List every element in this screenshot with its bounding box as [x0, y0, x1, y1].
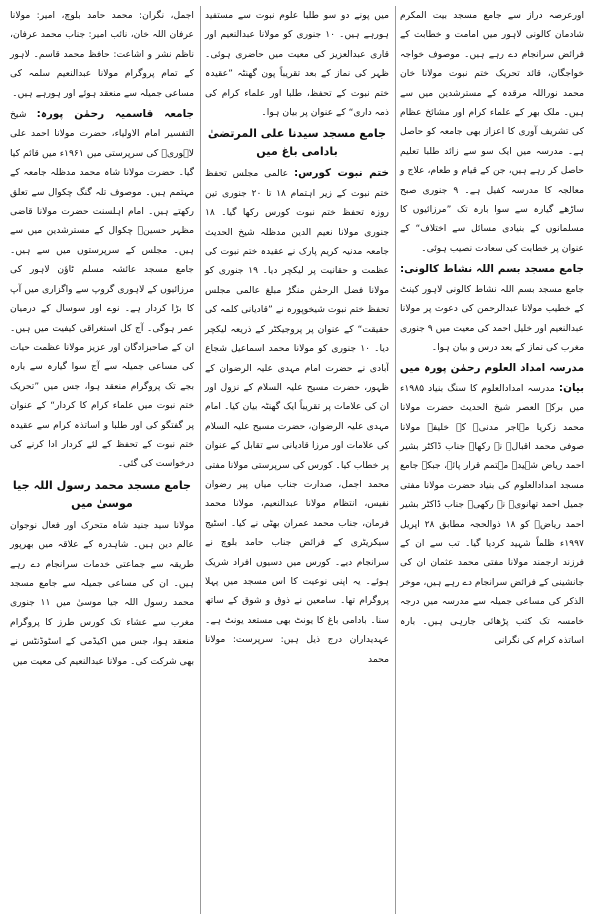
inline-subheading: جامعہ قاسمیہ رحمٰن پورہ: — [36, 108, 194, 121]
text-column — [395, 6, 584, 914]
article-paragraph — [400, 260, 584, 357]
paragraph-text: عالمی مجلس تحفظ ختم نبوت کے زیر اہتمام ۱۸ تا ۲۰ جنوری تین روزہ تحفظ ختم نبوت کورس رکھا گیا۔ ۱۸ جنوری مولانا نعیم الدین مدظلہ شیخ الحدیث جامعہ مدنیہ کریم پارک نے عقیدہ ختم نبوت کی عظمت و حقانیت پر لیکچر دیا۔ ۱۹ جنوری کو مولانا فضل الرحمٰن منگڑ مبلغ عالمی مجلس تحفظ ختم نبوت شیخوپورہ نے ”قادیانی کلمہ کی حقیقت“ کے عنوان پر پروجیکٹر کے ذریعہ لیکچر دیا۔ ۱۰ جنوری کو مولانا محمد اسماعیل شجاع آبادی نے حضرت امام مہدی علیہ الرضوان کے ظہور، حضرت مسیح علیہ السلام کے نزول اور ان کی علامات پر تقریباً ایک گھنٹہ بیان کیا۔ امام مہدی علیہ الرضوان، حضرت مسیح علیہ السلام کی علامات اور مرزا قادیانی سے تقابل کے عنوان پر خطاب کیا۔ کورس کی سرپرستی مولانا مفتی محمد اجمل، صدارت جناب میاں پیر رضوان نفیس، انتظام مولانا عبدالنعیم، مولانا محمد فرمان، جناب محمد عمران بھٹی نے کیا۔ اسٹیج سیکریٹری کے فرائض جناب حامد بلوچ نے سرانجام دیے۔ کورس میں دسیوں افراد شریک ہوئے۔ یہ اپنی نوعیت کا اس مسجد میں پہلا پروگرام تھا۔ سامعین نے ذوق و شوق کے ساتھ سنا۔ بادامی باغ کا یونٹ بھی مستعد یونٹ ہے۔ عہدیداران درج ذیل ہیں: سرپرست: مولانا محمد — [205, 168, 389, 665]
paragraph-text: میں پونے دو سو طلبا علوم نبوت سے مستفید ہورہے ہیں۔ ۱۰ جنوری کو مولانا عبدالنعیم اور قاری عبدالعزیز کی معیت میں حاضری ہوئی۔ ظہر کی نماز کے بعد تقریباً پون گھنٹہ ”عقیدہ ختم نبوت کے تحفظ، طلبا اور علماء کرام کی ذمہ داری“ کے عنوان پر بیان ہوا۔ — [205, 10, 389, 119]
paragraph-text: اجمل، نگران: محمد حامد بلوچ، امیر: مولانا عرفان اللہ خان، نائب امیر: جناب محمد عرفان، ناظم نشر و اشاعت: حافظ محمد قاسم۔ لاہور کے تمام پروگرام مولانا عبدالنعیم سلمہ کی مساعی جمیلہ سے منعقد ہوئے اور ہورہے ہیں۔ — [10, 10, 194, 99]
paragraph-text: شیخ التفسیر امام الاولیاء، حضرت مولانا احمد علی لاہوریؒ کی سرپرستی میں ۱۹۶۱ء میں قائم کیا گیا۔ حضرت مولانا شاہ محمد مدظلہ جامعہ کے مہتمم ہیں۔ موصوف تلہ گنگ چکوال سے تعلق رکھتے ہیں۔ امام اہلسنت حضرت مولانا قاضی مظہر حسینؒ چکوال کے مسترشدین میں سے ہیں۔ مجلس کے سرپرستوں میں سے ہیں۔ جامع مسجد عائشہ مسلم ٹاؤن لاہور کی مرزائیوں کے لاہوری گروپ سے واگزاری میں آپ کا بڑا کردار ہے۔ نوے اور سوسال کے درمیان عمر ہوگی۔ آج کل استغراقی کیفیت میں ہیں۔ ان کے صاحبزادگان اور عزیز مولانا عظمت حیات کی مساعی جمیلہ سے آج سوا گیارہ سے بارہ بجے تک پروگرام منعقد ہوا، جس میں ”تحریک ختم نبوت میں علماء کرام کا کردار“ کے عنوان پر گفتگو کی اور طلبا و اساتذہ کرام سے عقیدہ ختم نبوت کے تحفظ کے لئے کردار ادا کرنے کی درخواست کی گئی۔ — [10, 109, 194, 470]
paragraph-text: جامع مسجد بسم اللہ نشاط کالونی لاہور کینٹ کے خطیب مولانا عبدالرحمن کی دعوت پر مولانا عبدالنعیم اور خلیل احمد کی معیت میں ۹ جنوری مغرب کی نماز کے بعد درس و بیان ہوا۔ — [400, 283, 584, 353]
article-paragraph — [400, 6, 584, 258]
article-paragraph — [10, 6, 194, 103]
inline-subheading: جامع مسجد بسم اللہ نشاط کالونی: — [400, 263, 584, 276]
article-paragraph — [400, 359, 584, 650]
article-paragraph — [10, 105, 194, 474]
article-paragraph — [205, 164, 389, 669]
paragraph-text: اورعرصہ دراز سے جامع مسجد بیت المکرم شادمان کالونی لاہور میں امامت و خطابت کے فرائض سرانجام دے رہے ہیں۔ موصوف خواجہ خواجگان، قائد تحریک ختم نبوت مولانا خان محمد نوراللہ مرقدہ کے مسترشدین میں سے ہیں۔ ملک بھر کے علماء کرام اور مشائخ عظام کی تشریف آوری کا اعزاز بھی جامعہ کو حاصل ہے۔ مدرسہ میں ایک سو سے زائد طلبا تعلیم حاصل کر رہے ہیں، جن کے قیام و طعام، علاج و معالجہ کا مدرسہ کفیل ہے۔ ۹ جنوری صبح ساڑھے گیارہ سے سوا بارہ تک ”مرزائیوں کا مسلمانوں کے بنیادی مسائل سے اختلاف“ کے عنوان پر خطابت کی سعادت نصیب ہوئی۔ — [400, 10, 584, 254]
text-column — [200, 6, 389, 914]
inline-subheading: ختم نبوت کورس: — [293, 167, 389, 180]
paragraph-text: مدرسہ امدادالعلوم کا سنگ بنیاد ۱۹۸۵ء میں برکۃ العصر شیخ الحدیث حضرت مولانا محمد زکریا مہاجر مدنیؒ کے خلیفہ مولانا صوفی محمد اقبالؒ نے رکھا۔ جناب ڈاکٹر بشیر احمد ریاض شہیدؒ مہتمم قرار پائے، جبکہ جامع مسجد امدادالعلوم کی بنیاد حضرت مولانا مفتی جمیل احمد تھانویؒ نے رکھی۔ جناب ڈاکٹر بشیر احمد ریاضؒ کو ۱۸ ذوالحجہ مطابق ۲۸ اپریل ۱۹۹۷ء ظلماً شہید کردیا گیا۔ تب سے ان کے فرزند ارجمند مولانا مفتی محمد عثمان ان کی جانشینی کے فرائض سرانجام دے رہے ہیں، موخر الذکر کی مساعی جمیلہ سے مدرسہ میں درجہ خامسہ تک کتب پڑھائی جارہی ہیں۔ بارہ اساتذہ کرام کی نگرانی — [400, 382, 584, 646]
section-heading: جامع مسجد محمد رسول اللہ جیا موسیٰ میں — [12, 478, 192, 510]
inline-subheading: مدرسہ امداد العلوم رحمٰن پورہ میں بیان: — [400, 362, 584, 394]
text-column — [6, 6, 194, 914]
article-paragraph — [205, 6, 389, 122]
article-paragraph — [10, 516, 194, 671]
section-heading: جامع مسجد سیدنا علی المرتضیٰ بادامی باغ میں — [207, 127, 387, 159]
paragraph-text: مولانا سید جنید شاہ متحرک اور فعال نوجوان عالم دین ہیں۔ شاہدرہ کے علاقہ میں بھرپور طریقہ سے جماعتی خدمات سرانجام دے رہے ہیں۔ ان کی مساعی جمیلہ سے جامع مسجد محمد رسول اللہ جیا موسیٰ میں ۱۱ جنوری مغرب سے عشاء تک کورس طرز کا پروگرام منعقد ہوا، جس میں اکیڈمی کے اسٹوڈنٹس نے بھی شرکت کی۔ مولانا عبدالنعیم کی معیت میں — [10, 519, 194, 667]
